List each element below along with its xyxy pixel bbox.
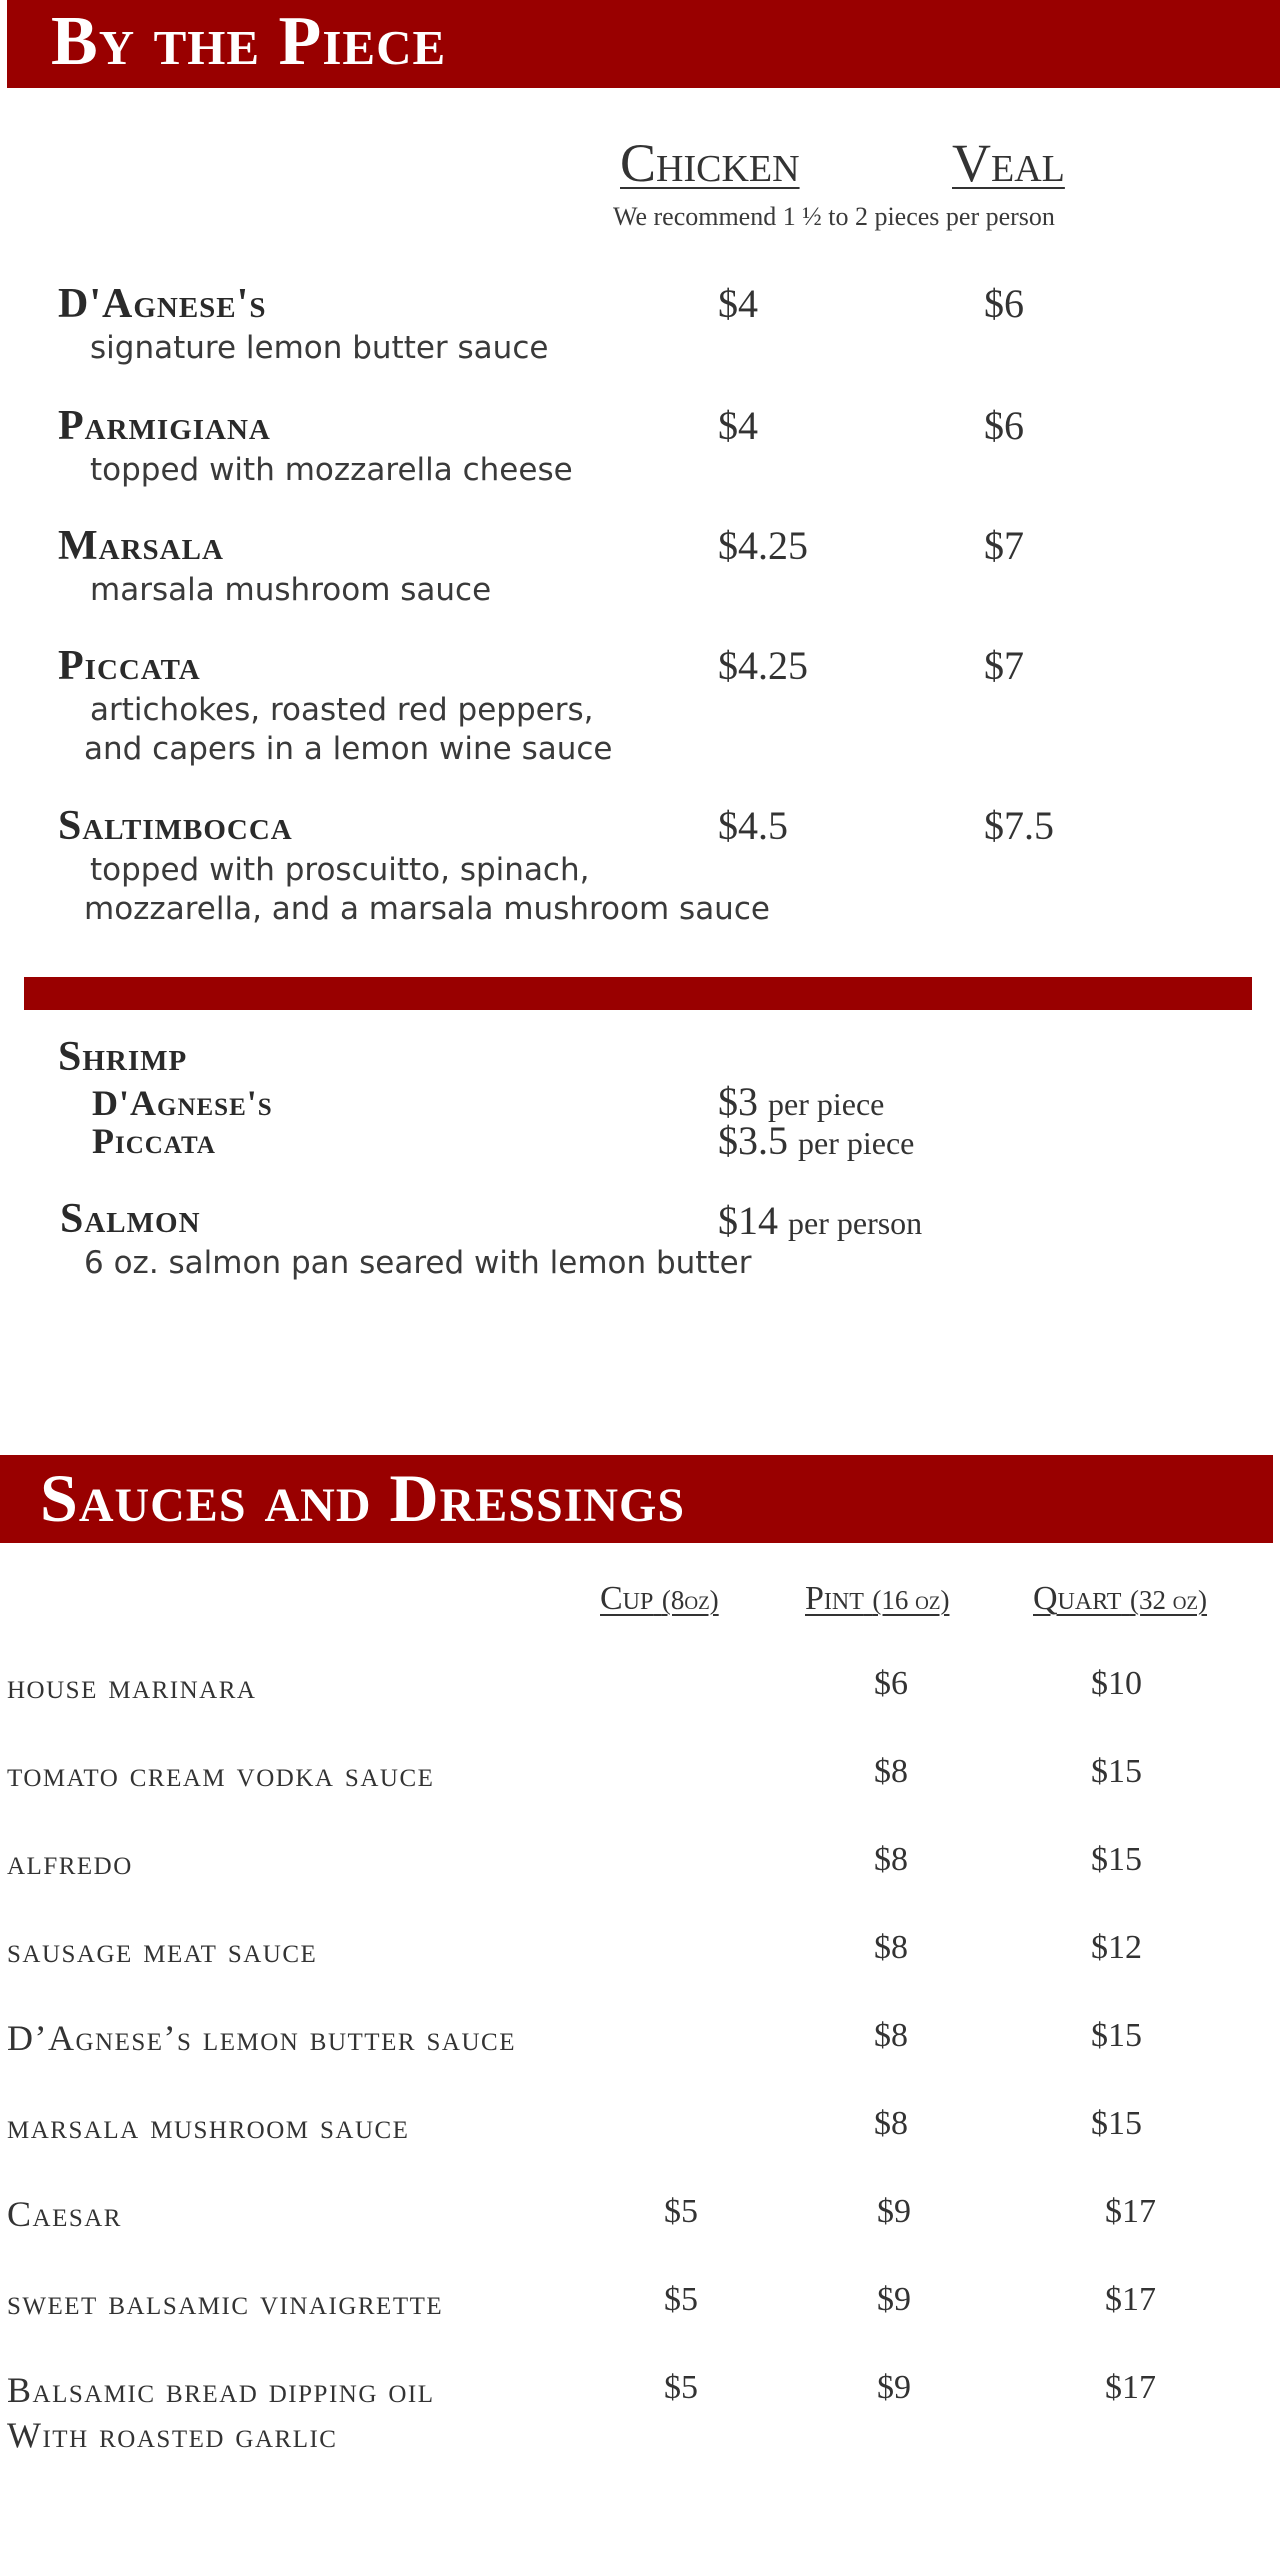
salmon-price: $14 per person <box>718 1198 923 1243</box>
price-pint: $8 <box>874 1929 908 1966</box>
price-veal: $6 <box>984 281 1024 326</box>
price-quart: $17 <box>1105 2193 1156 2230</box>
section-divider <box>24 977 1252 1010</box>
price-pint: $9 <box>877 2369 911 2406</box>
sauce-name: D’Agnese’s lemon butter sauce <box>7 2018 516 2058</box>
item-description: artichokes, roasted red peppers, <box>90 692 594 728</box>
sauce-name: tomato cream vodka sauce <box>7 1754 435 1794</box>
price-veal: $7.5 <box>984 803 1054 848</box>
salmon-description: 6 oz. salmon pan seared with lemon butter <box>84 1245 752 1281</box>
shrimp-option-name: Piccata <box>92 1121 216 1161</box>
price-veal: $7 <box>984 523 1024 568</box>
item-name: Saltimbocca <box>58 803 293 849</box>
serving-recommendation: We recommend 1 ½ to 2 pieces per person <box>613 202 1055 231</box>
price-pint: $8 <box>874 1841 908 1878</box>
section-banner-by-the-piece <box>7 0 1280 88</box>
sauce-name: Caesar <box>7 2194 122 2234</box>
price-quart: $15 <box>1091 1753 1142 1790</box>
price-chicken: $4.25 <box>718 523 808 568</box>
price-quart: $15 <box>1091 2105 1142 2142</box>
price-cup: $5 <box>664 2369 698 2406</box>
item-description: and capers in a lemon wine sauce <box>84 731 613 767</box>
price-quart: $12 <box>1091 1929 1142 1966</box>
sauce-name: alfredo <box>7 1842 133 1882</box>
item-name: Marsala <box>58 523 224 569</box>
sauce-name: Balsamic bread dipping oil <box>7 2370 435 2410</box>
item-description: topped with mozzarella cheese <box>90 452 573 488</box>
price-quart: $17 <box>1105 2281 1156 2318</box>
sauce-name: With roasted garlic <box>7 2415 338 2455</box>
price-quart: $17 <box>1105 2369 1156 2406</box>
price-quart: $15 <box>1091 1841 1142 1878</box>
sauce-name: sausage meat sauce <box>7 1930 318 1970</box>
price-cup: $5 <box>664 2281 698 2318</box>
item-description: marsala mushroom sauce <box>90 572 492 608</box>
price-pint: $9 <box>877 2193 911 2230</box>
sauce-name: sweet balsamic vinaigrette <box>7 2282 444 2322</box>
price-veal: $6 <box>984 403 1024 448</box>
item-name: Piccata <box>58 643 201 689</box>
item-description: mozzarella, and a marsala mushroom sauce <box>84 891 770 927</box>
column-header-chicken: Chicken <box>620 133 800 193</box>
item-name: D'Agnese's <box>58 281 267 327</box>
price-chicken: $4.5 <box>718 803 788 848</box>
price-quart: $15 <box>1091 2017 1142 2054</box>
item-name: Parmigiana <box>58 403 271 449</box>
price-cup: $5 <box>664 2193 698 2230</box>
sauce-name: marsala mushroom sauce <box>7 2106 410 2146</box>
item-name-shrimp: Shrimp <box>58 1034 188 1080</box>
shrimp-option-price: $3.5 per piece <box>718 1118 915 1163</box>
price-pint: $8 <box>874 2105 908 2142</box>
price-chicken: $4.25 <box>718 643 808 688</box>
price-pint: $6 <box>874 1665 908 1702</box>
price-pint: $8 <box>874 1753 908 1790</box>
price-chicken: $4 <box>718 281 758 326</box>
column-header-veal: Veal <box>952 133 1065 193</box>
item-description: signature lemon butter sauce <box>90 330 549 366</box>
column-header-quart: Quart (32 oz) <box>1033 1580 1208 1617</box>
item-description: topped with proscuitto, spinach, <box>90 852 590 888</box>
shrimp-option-name: D'Agnese's <box>92 1083 273 1123</box>
item-name-salmon: Salmon <box>60 1196 201 1242</box>
price-pint: $8 <box>874 2017 908 2054</box>
column-header-cup: Cup (8oz) <box>600 1580 719 1617</box>
section-banner-sauces <box>0 1455 1273 1543</box>
sauce-name: house marinara <box>7 1666 257 1706</box>
price-chicken: $4 <box>718 403 758 448</box>
price-quart: $10 <box>1091 1665 1142 1702</box>
section-title: Sauces and Dressings <box>40 1460 686 1536</box>
column-header-pint: Pint (16 oz) <box>805 1580 950 1617</box>
section-title: By the Piece <box>51 3 447 80</box>
price-pint: $9 <box>877 2281 911 2318</box>
shrimp-option-price: $3 per piece <box>718 1079 885 1124</box>
price-veal: $7 <box>984 643 1024 688</box>
